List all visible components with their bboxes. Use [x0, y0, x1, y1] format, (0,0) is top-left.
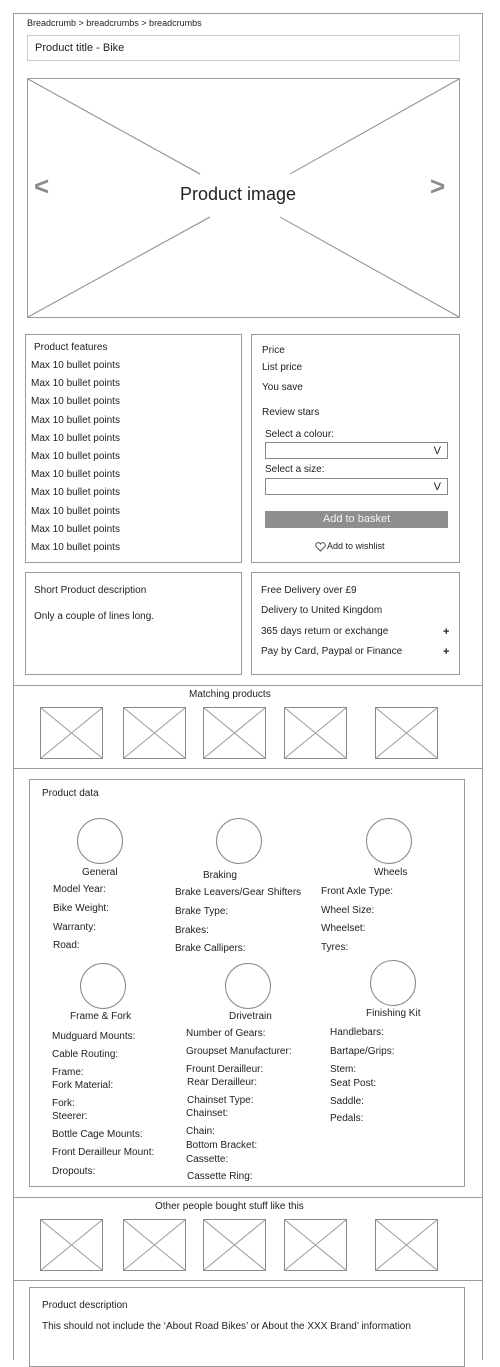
field-road: Road:	[53, 940, 80, 951]
size-label: Select a size:	[265, 464, 325, 475]
field-brake-levers: Brake Leavers/Gear Shifters	[175, 887, 302, 898]
field-saddle: Saddle:	[330, 1096, 364, 1107]
field-chainset-type: Chainset Type:	[187, 1095, 254, 1106]
feature-item: Max 10 bullet points	[31, 469, 120, 481]
frame-left	[13, 13, 14, 1360]
braking-icon	[216, 818, 262, 864]
colour-label: Select a colour:	[265, 429, 334, 440]
group-title-wheels: Wheels	[374, 867, 408, 878]
group-title-frame-fork: Frame & Fork	[70, 1011, 132, 1022]
product-description	[29, 1287, 465, 1367]
field-cassette: Cassette:	[186, 1154, 229, 1165]
field-dropouts: Dropouts:	[52, 1166, 96, 1177]
field-chainset: Chainset:	[186, 1108, 229, 1119]
field-front-derailleur-mount: Front Derailleur Mount:	[52, 1147, 155, 1158]
heart-icon	[315, 542, 326, 552]
delivery-country: Delivery to United Kingdom	[261, 605, 383, 616]
field-steerer: Steerer:	[52, 1111, 88, 1122]
colour-select[interactable]	[265, 442, 448, 459]
group-title-drivetrain: Drivetrain	[229, 1011, 272, 1022]
other-product-thumbnail[interactable]	[375, 1219, 438, 1271]
field-fork-material: Fork Material:	[52, 1080, 114, 1091]
expand-payment-icon[interactable]: +	[443, 646, 450, 658]
product-image-label: Product image	[180, 184, 297, 204]
expand-returns-icon[interactable]: +	[443, 626, 450, 638]
product-description-body: This should not include the ‘About Road Bikes’ or About the XXX Brand’ information	[42, 1321, 411, 1332]
short-description-body: Only a couple of lines long.	[34, 611, 155, 622]
breadcrumb[interactable]: Breadcrumb > breadcrumbs > breadcrumbs	[27, 18, 202, 28]
short-description	[25, 572, 242, 675]
chevron-down-icon: V	[433, 481, 441, 493]
matching-product-thumbnail[interactable]	[40, 707, 103, 759]
add-to-basket-button[interactable]: Add to basket	[265, 511, 448, 528]
other-product-thumbnail[interactable]	[203, 1219, 266, 1271]
field-bottom-bracket: Bottom Bracket:	[186, 1140, 258, 1151]
feature-item: Max 10 bullet points	[31, 432, 120, 444]
other-bought-heading: Other people bought stuff like this	[155, 1201, 304, 1212]
payment-info[interactable]: Pay by Card, Paypal or Finance	[261, 646, 403, 657]
frame-right	[482, 13, 483, 1360]
field-groupset-manufacturer: Groupset Manufacturer:	[186, 1046, 292, 1057]
you-save: You save	[262, 382, 303, 393]
field-fork: Fork:	[52, 1098, 75, 1109]
field-front-derailleur: Frount Derailleur:	[186, 1064, 264, 1075]
product-title: Product title - Bike	[35, 42, 125, 54]
product-data	[29, 779, 465, 1187]
section-divider	[13, 768, 483, 769]
general-icon	[77, 818, 123, 864]
field-pedals: Pedals:	[330, 1113, 364, 1124]
frame-fork-icon	[80, 963, 126, 1009]
group-title-braking: Braking	[203, 870, 237, 881]
field-mudguard-mounts: Mudguard Mounts:	[52, 1031, 136, 1042]
matching-product-thumbnail[interactable]	[284, 707, 347, 759]
matching-product-thumbnail[interactable]	[123, 707, 186, 759]
field-wheelset: Wheelset:	[321, 923, 366, 934]
wheels-icon	[366, 818, 412, 864]
field-bike-weight: Bike Weight:	[53, 903, 109, 914]
delivery-info	[251, 572, 460, 675]
other-product-thumbnail[interactable]	[40, 1219, 103, 1271]
finishing-kit-icon	[370, 960, 416, 1006]
field-seat-post: Seat Post:	[330, 1078, 377, 1089]
size-select[interactable]	[265, 478, 448, 495]
feature-item: Max 10 bullet points	[31, 487, 120, 499]
group-title-finishing-kit: Finishing Kit	[366, 1008, 421, 1019]
frame-top	[13, 13, 483, 14]
field-frame: Frame:	[52, 1067, 84, 1078]
field-handlebars: Handlebars:	[330, 1027, 384, 1038]
product-data-heading: Product data	[42, 788, 99, 799]
product-title-box	[27, 35, 460, 61]
feature-item: Max 10 bullet points	[31, 505, 120, 517]
field-stem: Stem:	[330, 1064, 357, 1075]
field-brake-callipers: Brake Callipers:	[175, 943, 246, 954]
product-features	[25, 334, 242, 563]
field-bartape-grips: Bartape/Grips:	[330, 1046, 395, 1057]
feature-item: Max 10 bullet points	[31, 523, 120, 535]
field-number-of-gears: Number of Gears:	[186, 1028, 266, 1039]
matching-product-thumbnail[interactable]	[203, 707, 266, 759]
returns-info[interactable]: 365 days return or exchange	[261, 626, 389, 637]
product-description-heading: Product description	[42, 1300, 128, 1311]
group-title-general: General	[82, 867, 118, 878]
field-rear-derailleur: Rear Derailleur:	[187, 1077, 258, 1088]
feature-item: Max 10 bullet points	[31, 451, 120, 462]
short-description-heading: Short Product description	[34, 585, 147, 596]
matching-products-heading: Matching products	[189, 689, 271, 700]
chevron-down-icon: V	[433, 445, 441, 457]
section-divider	[13, 685, 483, 686]
section-divider	[13, 1280, 483, 1281]
matching-product-thumbnail[interactable]	[375, 707, 438, 759]
feature-item: Max 10 bullet points	[31, 414, 120, 426]
field-warranty: Warranty:	[53, 922, 96, 933]
field-tyres: Tyres:	[321, 942, 349, 953]
section-divider	[13, 1197, 483, 1198]
carousel-prev-icon[interactable]: <	[34, 171, 50, 201]
field-model-year: Model Year:	[53, 884, 106, 895]
field-bottle-cage-mounts: Bottle Cage Mounts:	[52, 1129, 143, 1140]
field-front-axle-type: Front Axle Type:	[321, 886, 394, 897]
feature-item: Max 10 bullet points	[31, 360, 120, 371]
feature-item: Max 10 bullet points	[31, 542, 120, 553]
delivery-free: Free Delivery over £9	[261, 585, 357, 596]
other-product-thumbnail[interactable]	[123, 1219, 186, 1271]
drivetrain-icon	[225, 963, 271, 1009]
wishlist-label: Add to wishlist	[327, 541, 385, 551]
list-price: List price	[262, 362, 303, 373]
field-chain: Chain:	[186, 1126, 215, 1137]
feature-item: Max 10 bullet points	[31, 396, 120, 408]
carousel-next-icon[interactable]: >	[430, 171, 446, 201]
field-brake-type: Brake Type:	[175, 906, 229, 917]
field-brakes: Brakes:	[175, 925, 209, 936]
field-wheel-size: Wheel Size:	[321, 905, 375, 916]
other-product-thumbnail[interactable]	[284, 1219, 347, 1271]
field-cable-routing: Cable Routing:	[52, 1049, 119, 1060]
price: Price	[262, 345, 285, 356]
features-heading: Product features	[34, 342, 108, 353]
review-stars[interactable]: Review stars	[262, 407, 320, 418]
buy-box	[251, 334, 460, 563]
feature-item: Max 10 bullet points	[31, 378, 120, 390]
product-image	[27, 78, 460, 318]
field-cassette-ring: Cassette Ring:	[187, 1171, 253, 1182]
